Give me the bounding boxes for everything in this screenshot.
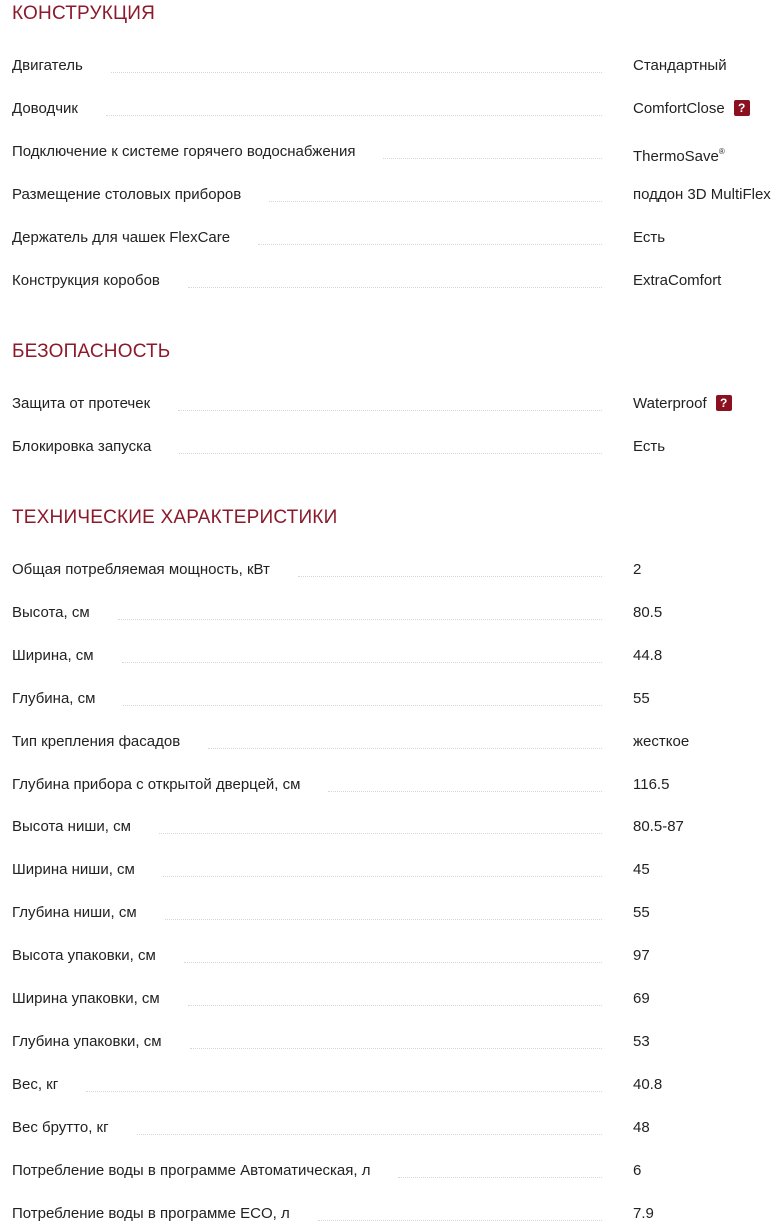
dotted-leader bbox=[190, 1048, 602, 1049]
spec-label: Блокировка запуска bbox=[12, 435, 153, 459]
spec-value bbox=[633, 435, 665, 459]
spec-label: Глубина ниши, см bbox=[12, 901, 139, 925]
spec-value-text: 69 bbox=[633, 990, 650, 1007]
spec-label: Потребление воды в программе Автоматическая, л bbox=[12, 1159, 372, 1183]
dotted-leader bbox=[269, 201, 602, 202]
spec-value bbox=[633, 944, 650, 968]
spec-value-text: 44.8 bbox=[633, 647, 663, 664]
section-title-construction: КОНСТРУКЦИЯ bbox=[12, 3, 156, 24]
dotted-leader bbox=[328, 791, 602, 792]
spec-value-text: жесткое bbox=[633, 733, 690, 750]
spec-row bbox=[0, 140, 783, 164]
spec-value bbox=[633, 269, 721, 293]
spec-value bbox=[633, 815, 684, 839]
dotted-leader bbox=[179, 453, 602, 454]
spec-row bbox=[0, 1159, 783, 1183]
spec-label: Подключение к системе горячего водоснабжения bbox=[12, 140, 357, 164]
dotted-leader bbox=[188, 287, 602, 288]
spec-value-text: ExtraComfort bbox=[633, 272, 722, 289]
spec-value-text: 97 bbox=[633, 947, 650, 964]
dotted-leader bbox=[165, 919, 602, 920]
spec-value bbox=[633, 858, 650, 882]
spec-label: Вес брутто, кг bbox=[12, 1116, 111, 1140]
spec-label: Держатель для чашек FlexCare bbox=[12, 226, 232, 250]
spec-value-text: 48 bbox=[633, 1119, 650, 1136]
spec-value-text: Waterproof bbox=[633, 395, 707, 412]
spec-value bbox=[633, 687, 650, 711]
dotted-leader bbox=[159, 833, 602, 834]
spec-value bbox=[633, 644, 662, 668]
spec-row bbox=[0, 987, 783, 1011]
spec-row bbox=[0, 269, 783, 293]
spec-value-text: Есть bbox=[633, 229, 666, 246]
dotted-leader bbox=[111, 72, 602, 73]
dotted-leader bbox=[106, 115, 602, 116]
section-title-safety: БЕЗОПАСНОСТЬ bbox=[12, 341, 171, 362]
spec-row bbox=[0, 183, 783, 207]
dotted-leader bbox=[398, 1177, 602, 1178]
dotted-leader bbox=[188, 1005, 602, 1006]
spec-label: Ширина упаковки, см bbox=[12, 987, 162, 1011]
spec-value-text: ComfortClose bbox=[633, 100, 725, 117]
help-icon[interactable]: ? bbox=[734, 100, 750, 116]
dotted-leader bbox=[258, 244, 602, 245]
spec-label: Глубина, см bbox=[12, 687, 97, 711]
spec-row bbox=[0, 226, 783, 250]
spec-row bbox=[0, 601, 783, 625]
registered-mark: ® bbox=[718, 147, 725, 156]
spec-label: Высота ниши, см bbox=[12, 815, 133, 839]
spec-value bbox=[633, 901, 650, 925]
spec-value-text: 53 bbox=[633, 1033, 650, 1050]
spec-value bbox=[633, 1030, 650, 1054]
spec-row bbox=[0, 558, 783, 582]
spec-value bbox=[633, 392, 732, 416]
spec-row bbox=[0, 815, 783, 839]
spec-value-text: 55 bbox=[633, 690, 650, 707]
spec-value-text: 40.8 bbox=[633, 1076, 663, 1093]
spec-value bbox=[633, 987, 650, 1011]
spec-label: Вес, кг bbox=[12, 1073, 60, 1097]
spec-value-text: 2 bbox=[633, 561, 642, 578]
spec-value bbox=[633, 140, 725, 169]
section-title-technical: ТЕХНИЧЕСКИЕ ХАРАКТЕРИСТИКИ bbox=[12, 507, 338, 528]
spec-row bbox=[0, 435, 783, 459]
spec-label: Тип крепления фасадов bbox=[12, 730, 182, 754]
spec-value bbox=[633, 601, 662, 625]
spec-row bbox=[0, 944, 783, 968]
spec-value bbox=[633, 1073, 662, 1097]
spec-value bbox=[633, 730, 689, 754]
spec-row bbox=[0, 1073, 783, 1097]
dotted-leader bbox=[123, 705, 602, 706]
dotted-leader bbox=[122, 662, 602, 663]
spec-value-text: поддон 3D MultiFlex bbox=[633, 186, 771, 203]
spec-row bbox=[0, 1116, 783, 1140]
spec-label: Конструкция коробов bbox=[12, 269, 162, 293]
spec-label: Потребление воды в программе ECO, л bbox=[12, 1202, 292, 1226]
dotted-leader bbox=[318, 1220, 602, 1221]
spec-value bbox=[633, 1202, 654, 1226]
spec-value-text: 6 bbox=[633, 1162, 642, 1179]
spec-label: Ширина, см bbox=[12, 644, 96, 668]
spec-label: Высота, см bbox=[12, 601, 92, 625]
dotted-leader bbox=[86, 1091, 602, 1092]
spec-value bbox=[633, 1159, 641, 1183]
spec-row bbox=[0, 730, 783, 754]
dotted-leader bbox=[298, 576, 602, 577]
spec-value-text: 7.9 bbox=[633, 1205, 654, 1222]
spec-value bbox=[633, 226, 665, 250]
spec-label: Доводчик bbox=[12, 97, 80, 121]
spec-row bbox=[0, 858, 783, 882]
spec-label: Размещение столовых приборов bbox=[12, 183, 243, 207]
dotted-leader bbox=[383, 158, 602, 159]
spec-row bbox=[0, 644, 783, 668]
spec-row bbox=[0, 773, 783, 797]
spec-value-text: ThermoSave bbox=[633, 148, 719, 165]
dotted-leader bbox=[118, 619, 602, 620]
spec-value-text: 80.5-87 bbox=[633, 818, 684, 835]
spec-label: Ширина ниши, см bbox=[12, 858, 137, 882]
spec-row bbox=[0, 392, 783, 416]
spec-label: Высота упаковки, см bbox=[12, 944, 158, 968]
spec-value-text: 80.5 bbox=[633, 604, 663, 621]
spec-value bbox=[633, 558, 641, 582]
spec-value-text: 55 bbox=[633, 904, 650, 921]
spec-row bbox=[0, 687, 783, 711]
spec-value bbox=[633, 773, 669, 797]
spec-row bbox=[0, 54, 783, 78]
spec-value bbox=[633, 1116, 650, 1140]
spec-value-text: 45 bbox=[633, 861, 650, 878]
spec-row bbox=[0, 901, 783, 925]
dotted-leader bbox=[178, 410, 602, 411]
spec-label: Защита от протечек bbox=[12, 392, 152, 416]
dotted-leader bbox=[208, 748, 602, 749]
spec-row bbox=[0, 97, 783, 121]
spec-label: Глубина упаковки, см bbox=[12, 1030, 164, 1054]
spec-value-text: Есть bbox=[633, 438, 666, 455]
spec-value-text: Стандартный bbox=[633, 57, 727, 74]
dotted-leader bbox=[137, 1134, 602, 1135]
help-icon[interactable]: ? bbox=[716, 395, 732, 411]
spec-value bbox=[633, 54, 727, 78]
spec-row bbox=[0, 1202, 783, 1226]
spec-label: Глубина прибора с открытой дверцей, см bbox=[12, 773, 302, 797]
spec-value-text: 116.5 bbox=[633, 776, 670, 793]
dotted-leader bbox=[163, 876, 602, 877]
spec-value bbox=[633, 97, 750, 121]
spec-label: Общая потребляемая мощность, кВт bbox=[12, 558, 272, 582]
spec-row bbox=[0, 1030, 783, 1054]
spec-label: Двигатель bbox=[12, 54, 85, 78]
spec-value bbox=[633, 183, 771, 207]
dotted-leader bbox=[184, 962, 602, 963]
